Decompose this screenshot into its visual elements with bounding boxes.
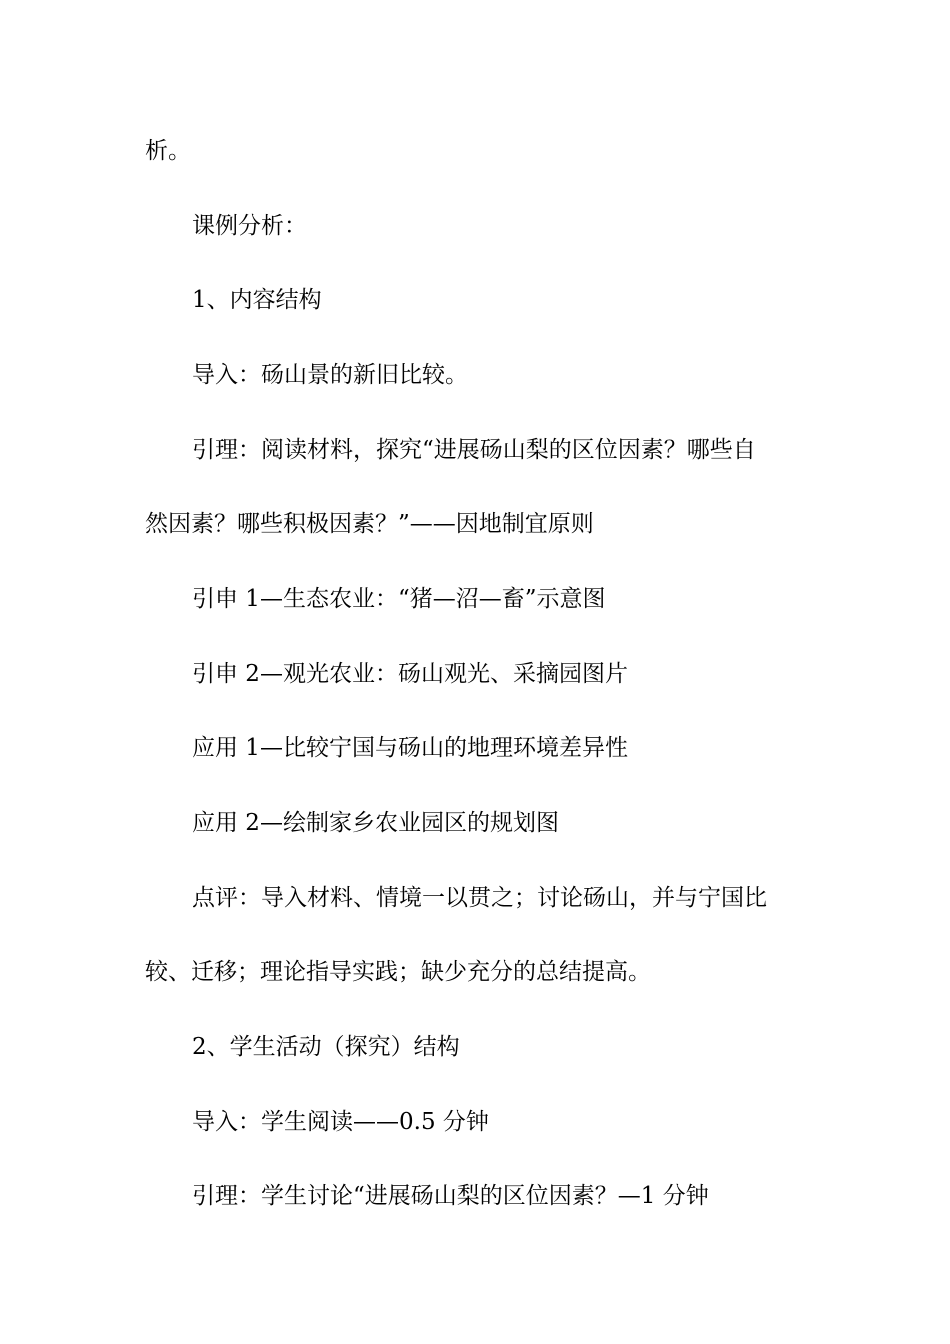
paragraph-line-7: 引申 1—生态农业：“猪—沼—畜”示意图 <box>192 586 606 612</box>
paragraph-line-6: 然因素？哪些积极因素？”——因地制宜原则 <box>145 511 594 537</box>
paragraph-line-12: 较、迁移；理论指导实践；缺少充分的总结提高。 <box>145 959 651 985</box>
paragraph-line-5: 引理：阅读材料，探究“进展砀山梨的区位因素？哪些自 <box>192 437 756 463</box>
paragraph-line-1: 析。 <box>145 138 191 164</box>
paragraph-line-10: 应用 2—绘制家乡农业园区的规划图 <box>192 810 559 836</box>
paragraph-line-13: 2、学生活动（探究）结构 <box>192 1034 460 1060</box>
paragraph-line-4: 导入：砀山景的新旧比较。 <box>192 362 468 388</box>
paragraph-line-14: 导入：学生阅读——0.5 分钟 <box>192 1109 489 1135</box>
paragraph-line-15: 引理：学生讨论“进展砀山梨的区位因素？—1 分钟 <box>192 1183 709 1209</box>
paragraph-line-3: 1、内容结构 <box>192 287 322 313</box>
paragraph-line-2: 课例分析： <box>192 213 307 239</box>
paragraph-line-9: 应用 1—比较宁国与砀山的地理环境差异性 <box>192 735 628 761</box>
paragraph-line-8: 引申 2—观光农业：砀山观光、采摘园图片 <box>192 661 628 687</box>
paragraph-line-11: 点评：导入材料、情境一以贯之；讨论砀山，并与宁国比 <box>192 885 767 911</box>
